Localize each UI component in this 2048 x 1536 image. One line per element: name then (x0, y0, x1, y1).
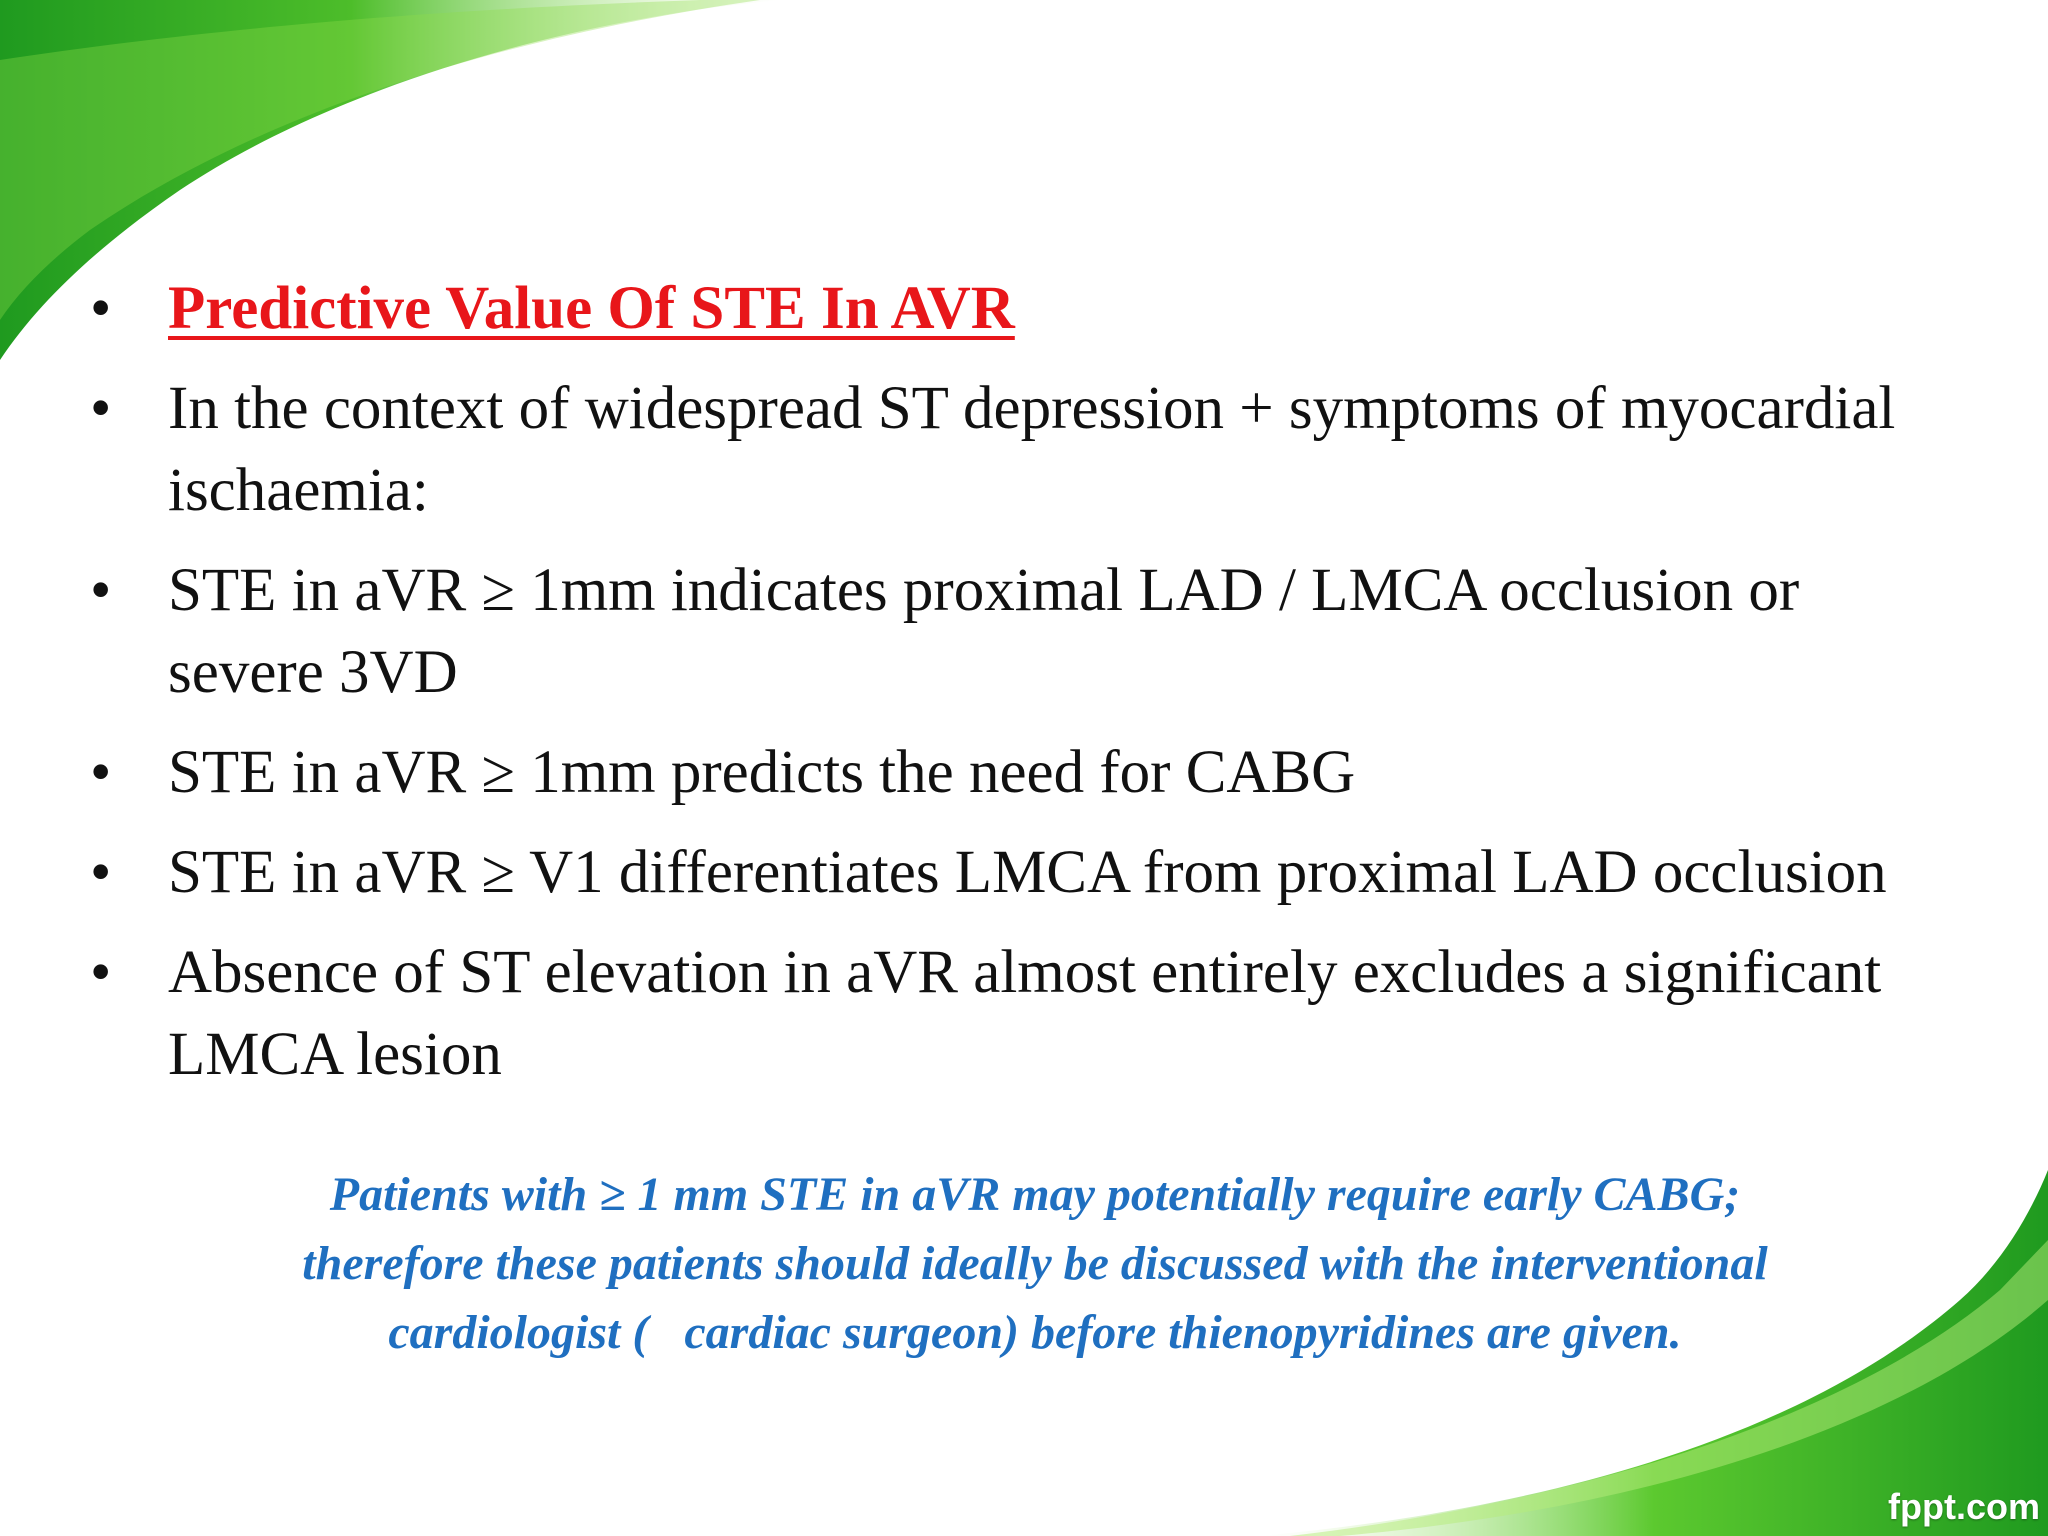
bullet-glyph: • (90, 939, 112, 1006)
bullet-text: STE in aVR ≥ V1 differentiates LMCA from proximal LAD occlusion (168, 839, 1887, 906)
footer-brand: fppt.com (1888, 1486, 2040, 1527)
bullet-item (90, 832, 1970, 914)
bullet-glyph: • (90, 839, 112, 906)
note-line: therefore these patients should ideally be discussed with the interventional (302, 1237, 1768, 1290)
bullet-text: STE in aVR ≥ 1mm indicates proximal LAD / LMCA occlusion or severe 3VD (168, 557, 1800, 706)
heading-text: Predictive Value Of STE In AVR (168, 275, 1015, 342)
bullet-glyph: • (90, 275, 112, 342)
note-line: Patients with ≥ 1 mm STE in aVR may potentially require early CABG; (329, 1168, 1741, 1221)
clinical-note (120, 1160, 1950, 1367)
bullet-list (90, 268, 1970, 1114)
bullet-item (90, 732, 1970, 814)
bullet-item (90, 932, 1970, 1096)
note-line: cardiologist ( cardiac surgeon) before thienopyridines are given. (388, 1306, 1682, 1359)
bullet-text: Absence of ST elevation in aVR almost entirely excludes a significant LMCA lesion (168, 939, 1882, 1088)
bullet-glyph: • (90, 375, 112, 442)
bullet-glyph: • (90, 557, 112, 624)
bullet-item (90, 550, 1970, 714)
bullet-item (90, 368, 1970, 532)
bullet-text: STE in aVR ≥ 1mm predicts the need for CABG (168, 739, 1356, 806)
slide-heading (90, 268, 1970, 350)
bullet-glyph: • (90, 739, 112, 806)
bullet-text: In the context of widespread ST depression + symptoms of myocardial ischaemia: (168, 375, 1896, 524)
